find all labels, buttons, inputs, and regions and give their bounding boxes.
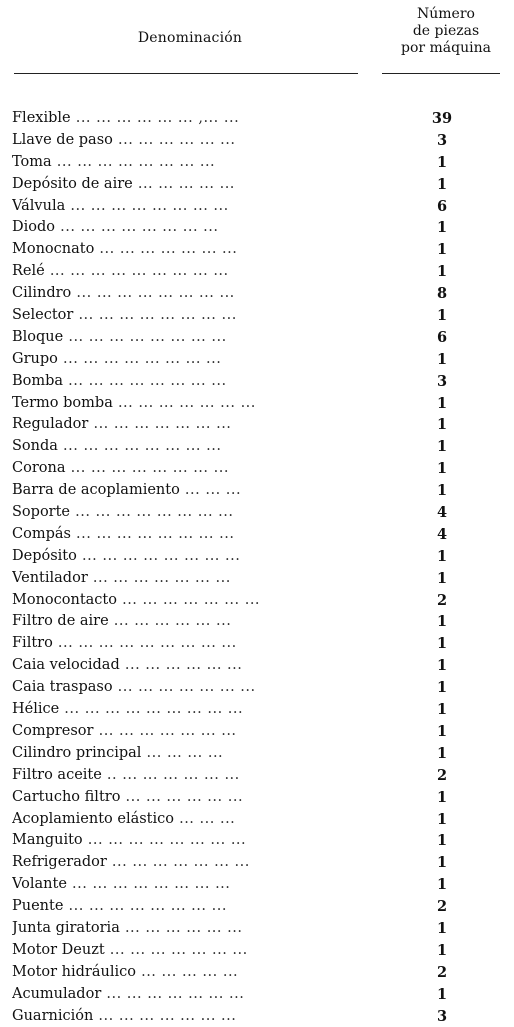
piece-count: 1 [436,657,448,675]
column-header-count-line2: de piezas [412,23,480,39]
part-name-cell [12,699,372,721]
part-name-cell [12,239,372,261]
part-name-cell [12,349,372,371]
leader-dots: ... ... ... ... ... ... ... [94,241,238,258]
leader-dots: ... ... ... ... ... ... [120,788,244,805]
part-name-cell [12,633,372,655]
part-name-cell [12,590,372,612]
piece-count: 1 [436,744,448,762]
table-row [0,852,514,874]
piece-count: 1 [436,416,448,434]
part-name: Depósito [12,547,77,564]
leader-dots: ... ... ... ... [141,744,224,761]
table-row [0,590,514,612]
table-row [0,830,514,852]
leader-dots: ... ... ... ... ... ... ... ... [55,219,219,236]
table-row [0,261,514,283]
leader-dots: ... ... ... ... ... ... ... ... [51,153,216,170]
part-name: Cilindro [12,285,72,302]
piece-count: 2 [436,591,448,609]
leader-dots: ... ... ... ... ... ... ... ... ... [44,263,229,280]
table-row [0,809,514,831]
part-name: Regulador [12,416,89,433]
table-row [0,699,514,721]
part-name: Sonda [12,438,58,455]
part-name-cell [12,261,372,283]
leader-dots: ... ... ... ... ... ... ... ... [63,372,227,389]
part-name: Refrigerador [12,854,107,871]
part-name-cell [12,458,372,480]
table-row [0,283,514,305]
piece-count: 1 [436,438,448,456]
leader-dots: ... ... ... ... ... ... ... ... [63,328,227,345]
part-name: Corona [12,460,66,477]
part-name-cell [12,852,372,874]
piece-count: 1 [436,613,448,631]
part-name-cell [12,546,372,568]
leader-dots: ... ... ... ... ... ... ... ... [57,350,222,367]
piece-count: 2 [436,898,448,916]
leader-dots: ... ... ... ... ... ... ... [112,679,256,696]
table-row [0,327,514,349]
part-name: Selector [12,307,74,324]
part-name-cell [12,327,372,349]
part-name: Grupo [12,350,58,367]
part-name: Motor Deuzt [12,941,105,958]
part-name-cell [12,787,372,809]
part-name-cell [12,940,372,962]
part-name-cell [12,480,372,502]
table-row [0,765,514,787]
part-name-cell [12,196,372,218]
parts-table-body [0,108,514,1027]
table-row [0,721,514,743]
part-name-cell [12,371,372,393]
table-row [0,108,514,130]
leader-dots: ... ... ... ... ... ... ... ... [63,898,227,915]
piece-count: 8 [436,285,448,303]
part-name-cell [12,502,372,524]
piece-count: 3 [436,372,448,390]
part-name-cell [12,918,372,940]
leader-dots: ... ... ... ... ... ... ... [112,394,256,411]
table-row [0,655,514,677]
piece-count: 4 [436,504,448,522]
leader-dots: ... ... ... [173,810,236,827]
part-name-cell [12,611,372,633]
part-name: Diodo [12,219,56,236]
table-row [0,480,514,502]
piece-count: 1 [436,701,448,719]
part-name: Junta giratoria [12,919,120,936]
piece-count: 1 [436,175,448,193]
table-row [0,896,514,918]
leader-dots: ... ... ... ... ... [135,963,239,980]
part-name: Ventilador [12,569,88,586]
leader-dots: ... ... ... ... ... [132,175,235,192]
table-row [0,349,514,371]
piece-count: 3 [436,131,448,149]
piece-count: 1 [436,679,448,697]
piece-count: 2 [436,963,448,981]
leader-dots: ... ... ... ... ... ... ... [88,416,232,433]
leader-dots: ... ... ... ... ... ... ... ... [65,197,229,214]
piece-count: 1 [436,722,448,740]
part-name: Bloque [12,328,64,345]
leader-dots: ... ... ... ... ... ... ... [93,1007,237,1024]
part-name-cell [12,305,372,327]
table-row [0,940,514,962]
table-row [0,239,514,261]
part-name: Bomba [12,372,64,389]
leader-dots: ... ... ... ... ... ... ... ... [82,832,247,849]
table-row [0,611,514,633]
table-row [0,787,514,809]
part-name-cell [12,830,372,852]
piece-count: 1 [436,263,448,281]
table-row [0,174,514,196]
leader-dots: ... ... ... ... ... ... ,... ... [70,110,240,126]
part-name: Soporte [12,504,71,521]
table-row [0,874,514,896]
table-row [0,962,514,984]
piece-count: 1 [436,876,448,894]
part-name-cell [12,108,372,130]
part-name: Válvula [12,197,66,214]
leader-dots: ... ... ... ... ... ... ... ... [71,285,235,302]
leader-dots: ... ... ... ... ... ... [119,919,243,936]
part-name-cell [12,174,372,196]
part-name-cell [12,217,372,239]
part-name-cell [12,152,372,174]
part-name-cell [12,874,372,896]
part-name-cell [12,655,372,677]
part-name: Termo bomba [12,394,113,411]
header-rule-name [14,73,358,74]
leader-dots: .. ... ... ... ... ... ... [101,766,240,783]
part-name: Motor hidráulico [12,963,136,980]
part-name: Acoplamiento elástico [12,810,174,827]
leader-dots: ... ... ... ... ... ... ... [101,985,245,1002]
piece-count: 1 [436,854,448,872]
part-name-cell [12,1006,372,1027]
part-name: Acumulador [12,985,102,1002]
piece-count: 1 [436,569,448,587]
leader-dots: ... ... ... ... ... ... ... ... [66,876,231,893]
part-name: Hélice [12,701,60,718]
table-row [0,502,514,524]
piece-count: 1 [436,810,448,828]
part-name-cell [12,765,372,787]
leader-dots: ... ... ... ... ... ... ... ... [65,460,229,477]
part-name: Relé [12,263,45,280]
part-name: Depósito de aire [12,175,133,192]
part-name-cell [12,524,372,546]
header-rule-count [382,73,500,74]
leader-dots: ... ... ... ... ... ... ... ... ... [52,635,237,652]
leader-dots: ... ... ... ... ... ... ... ... [76,547,241,564]
part-name-cell [12,962,372,984]
part-name: Monocontacto [12,591,117,608]
table-row [0,546,514,568]
leader-dots: ... ... ... ... ... ... ... [87,569,231,586]
table-row [0,918,514,940]
part-name-cell [12,721,372,743]
table-row [0,217,514,239]
leader-dots: ... ... ... ... ... ... ... ... [57,438,222,455]
part-name: Filtro aceite [12,766,102,783]
piece-count: 1 [436,394,448,412]
table-row [0,196,514,218]
part-name-cell [12,677,372,699]
table-row [0,436,514,458]
column-header-count [378,6,514,57]
column-header-count-line1: Número [417,6,475,22]
part-name: Filtro de aire [12,613,109,630]
piece-count: 1 [436,547,448,565]
part-name: Compás [12,525,71,542]
leader-dots: ... ... ... ... ... ... [108,613,232,630]
part-name: Manguito [12,832,83,849]
part-name: Guarnición [12,1007,94,1024]
part-name: Filtro [12,635,53,652]
part-name-cell [12,414,372,436]
column-header-name: Denominación [137,30,243,46]
table-row [0,458,514,480]
part-name-cell [12,283,372,305]
table-row [0,568,514,590]
piece-count: 1 [436,153,448,171]
table-row [0,305,514,327]
piece-count: 1 [436,482,448,500]
piece-count: 1 [436,941,448,959]
piece-count: 1 [436,219,448,237]
table-row [0,677,514,699]
piece-count: 1 [436,307,448,325]
part-name: Volante [12,876,67,893]
leader-dots: ... ... ... ... ... ... ... ... ... [59,701,244,718]
table-row [0,743,514,765]
part-name-cell [12,809,372,831]
piece-count: 1 [436,241,448,259]
table-row [0,524,514,546]
piece-count: 1 [436,919,448,937]
leader-dots: ... ... ... ... ... ... [119,657,243,674]
table-row [0,984,514,1006]
leader-dots: ... ... ... ... ... ... ... [104,941,248,958]
part-name: Puente [12,898,64,915]
table-row [0,414,514,436]
table-row [0,633,514,655]
part-name: Cilindro principal [12,744,142,761]
part-name: Compresor [12,722,94,739]
piece-count: 2 [436,766,448,784]
piece-count: 1 [436,985,448,1003]
part-name: Flexible [12,110,71,126]
leader-dots: ... ... ... ... ... ... ... [106,854,250,871]
leader-dots: ... ... ... [179,482,242,499]
piece-count: 1 [436,788,448,806]
piece-count: 6 [436,197,448,215]
piece-count: 1 [436,635,448,653]
leader-dots: ... ... ... ... ... ... ... ... [70,525,235,542]
table-row [0,393,514,415]
part-name: Barra de acoplamiento [12,482,180,499]
part-name: Caia traspaso [12,679,113,696]
leader-dots: ... ... ... ... ... ... ... [116,591,261,608]
part-name-cell [12,130,372,152]
table-row [0,152,514,174]
column-header-count-line3: por máquina [401,40,491,56]
part-name-cell [12,896,372,918]
part-name: Cartucho filtro [12,788,121,805]
leader-dots: ... ... ... ... ... ... [112,131,236,148]
table-row [0,371,514,393]
part-name: Toma [12,153,52,170]
piece-count: 6 [436,328,448,346]
part-name: Llave de paso [12,131,113,148]
part-name-cell [12,743,372,765]
piece-count: 1 [436,460,448,478]
part-name-cell [12,568,372,590]
table-row [0,130,514,152]
part-name: Caia velocidad [12,657,120,674]
part-name-cell [12,393,372,415]
piece-count: 1 [436,350,448,368]
piece-count: 4 [436,525,448,543]
part-name-cell [12,984,372,1006]
part-name-cell [12,436,372,458]
part-name: Monocnato [12,241,95,258]
piece-count: 39 [431,110,453,127]
piece-count: 1 [436,832,448,850]
leader-dots: ... ... ... ... ... ... ... ... [70,504,234,521]
leader-dots: ... ... ... ... ... ... ... [93,722,237,739]
table-row [0,1006,514,1027]
leader-dots: ... ... ... ... ... ... ... ... [73,307,237,324]
piece-count: 3 [436,1007,448,1025]
